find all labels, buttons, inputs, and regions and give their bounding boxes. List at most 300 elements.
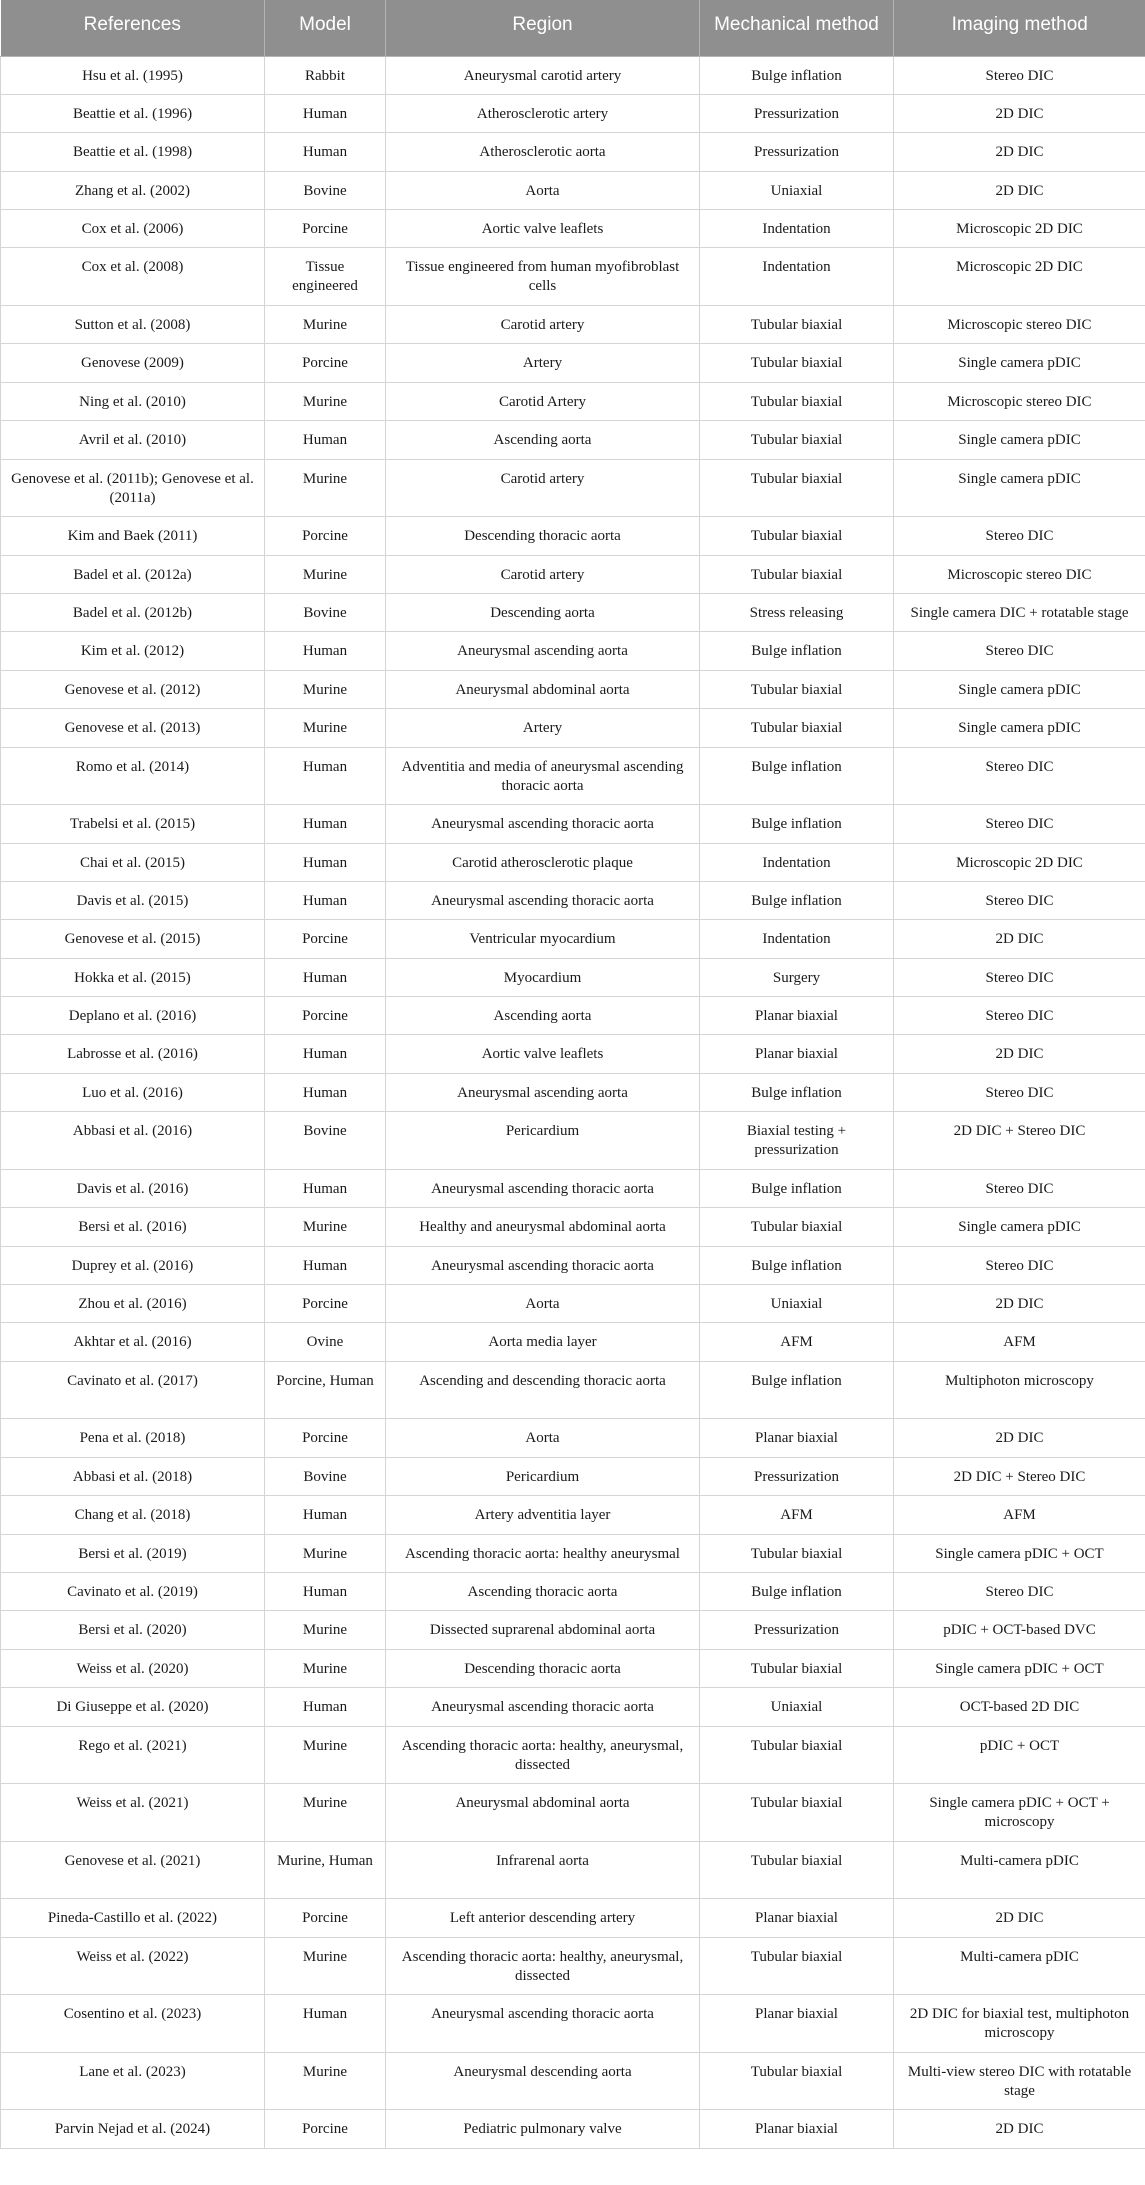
cell-mechanical-method: Tubular biaxial: [700, 709, 894, 747]
cell-mechanical-method: Tubular biaxial: [700, 1937, 894, 1995]
cell-references: Avril et al. (2010): [1, 421, 265, 459]
cell-region: Carotid artery: [386, 306, 700, 344]
cell-model: Porcine: [265, 1419, 386, 1457]
cell-mechanical-method: Tubular biaxial: [700, 670, 894, 708]
column-header-model: Model: [265, 0, 386, 56]
cell-model: Murine: [265, 2052, 386, 2110]
cell-mechanical-method: Tubular biaxial: [700, 1726, 894, 1784]
table-row: [1, 1419, 1145, 1457]
cell-region: Artery: [386, 709, 700, 747]
cell-model: Murine: [265, 709, 386, 747]
cell-references: Beattie et al. (1996): [1, 94, 265, 132]
cell-model: Murine: [265, 1937, 386, 1995]
cell-mechanical-method: Uniaxial: [700, 1285, 894, 1323]
table-row: [1, 1246, 1145, 1284]
cell-mechanical-method: Planar biaxial: [700, 1419, 894, 1457]
cell-imaging-method: Multi-camera pDIC: [894, 1841, 1145, 1899]
cell-mechanical-method: Tubular biaxial: [700, 1784, 894, 1842]
table-row: [1, 306, 1145, 344]
cell-references: Beattie et al. (1998): [1, 133, 265, 171]
cell-mechanical-method: Tubular biaxial: [700, 459, 894, 517]
cell-model: Human: [265, 1995, 386, 2053]
cell-model: Bovine: [265, 171, 386, 209]
table-body: [1, 56, 1145, 2148]
cell-region: Aneurysmal ascending aorta: [386, 632, 700, 670]
cell-imaging-method: AFM: [894, 1323, 1145, 1361]
cell-imaging-method: Stereo DIC: [894, 56, 1145, 94]
cell-mechanical-method: Bulge inflation: [700, 1169, 894, 1207]
cell-imaging-method: 2D DIC: [894, 920, 1145, 958]
table-row: [1, 133, 1145, 171]
cell-region: Aneurysmal ascending thoracic aorta: [386, 805, 700, 843]
cell-imaging-method: Single camera pDIC: [894, 344, 1145, 382]
table-row: [1, 1688, 1145, 1726]
cell-imaging-method: Stereo DIC: [894, 1073, 1145, 1111]
cell-region: Infrarenal aorta: [386, 1841, 700, 1899]
cell-model: Human: [265, 958, 386, 996]
cell-region: Healthy and aneurysmal abdominal aorta: [386, 1208, 700, 1246]
cell-references: Abbasi et al. (2016): [1, 1112, 265, 1170]
cell-mechanical-method: Tubular biaxial: [700, 382, 894, 420]
cell-model: Ovine: [265, 1323, 386, 1361]
cell-references: Di Giuseppe et al. (2020): [1, 1688, 265, 1726]
table-row: [1, 805, 1145, 843]
cell-imaging-method: Single camera pDIC + OCT: [894, 1649, 1145, 1687]
cell-imaging-method: Single camera pDIC + OCT + microscopy: [894, 1784, 1145, 1842]
cell-references: Sutton et al. (2008): [1, 306, 265, 344]
column-header-imaging-method: Imaging method: [894, 0, 1145, 56]
cell-mechanical-method: Tubular biaxial: [700, 306, 894, 344]
cell-region: Aorta: [386, 1285, 700, 1323]
table-row: [1, 1208, 1145, 1246]
cell-model: Human: [265, 747, 386, 805]
table-row: [1, 843, 1145, 881]
table-row: [1, 1784, 1145, 1842]
table-row: [1, 747, 1145, 805]
cell-model: Human: [265, 421, 386, 459]
cell-references: Bersi et al. (2019): [1, 1534, 265, 1572]
cell-region: Adventitia and media of aneurysmal ascending thoracic aorta: [386, 747, 700, 805]
table-row: [1, 593, 1145, 631]
cell-references: Trabelsi et al. (2015): [1, 805, 265, 843]
cell-imaging-method: Microscopic stereo DIC: [894, 306, 1145, 344]
cell-mechanical-method: AFM: [700, 1496, 894, 1534]
cell-region: Ascending aorta: [386, 997, 700, 1035]
table-row: [1, 344, 1145, 382]
cell-model: Human: [265, 805, 386, 843]
cell-model: Human: [265, 1246, 386, 1284]
cell-references: Cavinato et al. (2019): [1, 1572, 265, 1610]
table-row: [1, 1035, 1145, 1073]
header-row: [1, 0, 1145, 56]
cell-references: Rego et al. (2021): [1, 1726, 265, 1784]
table-row: [1, 421, 1145, 459]
table-row: [1, 1457, 1145, 1495]
cell-mechanical-method: Indentation: [700, 210, 894, 248]
cell-imaging-method: Single camera DIC + rotatable stage: [894, 593, 1145, 631]
cell-region: Aorta: [386, 171, 700, 209]
cell-model: Human: [265, 1688, 386, 1726]
table-row: [1, 1649, 1145, 1687]
cell-imaging-method: 2D DIC: [894, 1035, 1145, 1073]
cell-region: Ascending thoracic aorta: healthy, aneurysmal, dissected: [386, 1726, 700, 1784]
cell-imaging-method: Stereo DIC: [894, 1246, 1145, 1284]
cell-model: Human: [265, 843, 386, 881]
cell-model: Human: [265, 1496, 386, 1534]
table-row: [1, 1285, 1145, 1323]
table-row: [1, 382, 1145, 420]
cell-references: Deplano et al. (2016): [1, 997, 265, 1035]
cell-region: Ascending thoracic aorta: healthy, aneurysmal, dissected: [386, 1937, 700, 1995]
cell-model: Murine: [265, 1534, 386, 1572]
cell-references: Hokka et al. (2015): [1, 958, 265, 996]
cell-region: Aortic valve leaflets: [386, 1035, 700, 1073]
table-row: [1, 1361, 1145, 1419]
cell-references: Weiss et al. (2021): [1, 1784, 265, 1842]
cell-references: Kim and Baek (2011): [1, 517, 265, 555]
table-row: [1, 94, 1145, 132]
cell-imaging-method: 2D DIC for biaxial test, multiphoton microscopy: [894, 1995, 1145, 2053]
cell-imaging-method: Stereo DIC: [894, 517, 1145, 555]
cell-references: Luo et al. (2016): [1, 1073, 265, 1111]
cell-mechanical-method: Tubular biaxial: [700, 2052, 894, 2110]
cell-imaging-method: 2D DIC: [894, 171, 1145, 209]
cell-mechanical-method: Tubular biaxial: [700, 1208, 894, 1246]
cell-region: Artery: [386, 344, 700, 382]
cell-imaging-method: Stereo DIC: [894, 881, 1145, 919]
table-row: [1, 555, 1145, 593]
cell-region: Aneurysmal ascending thoracic aorta: [386, 881, 700, 919]
cell-region: Left anterior descending artery: [386, 1899, 700, 1937]
cell-model: Human: [265, 94, 386, 132]
cell-imaging-method: Multi-view stereo DIC with rotatable stage: [894, 2052, 1145, 2110]
cell-imaging-method: 2D DIC + Stereo DIC: [894, 1457, 1145, 1495]
cell-region: Aorta: [386, 1419, 700, 1457]
cell-mechanical-method: Bulge inflation: [700, 1246, 894, 1284]
cell-mechanical-method: Bulge inflation: [700, 1073, 894, 1111]
column-header-mechanical-method: Mechanical method: [700, 0, 894, 56]
cell-mechanical-method: Tubular biaxial: [700, 421, 894, 459]
cell-mechanical-method: Pressurization: [700, 1611, 894, 1649]
cell-model: Murine: [265, 382, 386, 420]
table-row: [1, 1995, 1145, 2053]
cell-references: Cavinato et al. (2017): [1, 1361, 265, 1419]
cell-model: Porcine: [265, 210, 386, 248]
cell-imaging-method: Microscopic stereo DIC: [894, 555, 1145, 593]
cell-model: Bovine: [265, 593, 386, 631]
cell-references: Chai et al. (2015): [1, 843, 265, 881]
cell-references: Cosentino et al. (2023): [1, 1995, 265, 2053]
table-row: [1, 709, 1145, 747]
cell-region: Artery adventitia layer: [386, 1496, 700, 1534]
cell-model: Human: [265, 133, 386, 171]
cell-imaging-method: pDIC + OCT-based DVC: [894, 1611, 1145, 1649]
cell-mechanical-method: Tubular biaxial: [700, 1534, 894, 1572]
cell-region: Carotid Artery: [386, 382, 700, 420]
cell-region: Aortic valve leaflets: [386, 210, 700, 248]
cell-imaging-method: Multi-camera pDIC: [894, 1937, 1145, 1995]
cell-region: Aneurysmal carotid artery: [386, 56, 700, 94]
cell-model: Murine: [265, 670, 386, 708]
cell-model: Murine, Human: [265, 1841, 386, 1899]
table-row: [1, 670, 1145, 708]
cell-references: Pineda-Castillo et al. (2022): [1, 1899, 265, 1937]
table-row: [1, 1534, 1145, 1572]
cell-references: Hsu et al. (1995): [1, 56, 265, 94]
cell-mechanical-method: Pressurization: [700, 94, 894, 132]
cell-mechanical-method: Bulge inflation: [700, 881, 894, 919]
cell-model: Bovine: [265, 1457, 386, 1495]
cell-imaging-method: Microscopic stereo DIC: [894, 382, 1145, 420]
cell-imaging-method: OCT-based 2D DIC: [894, 1688, 1145, 1726]
cell-references: Kim et al. (2012): [1, 632, 265, 670]
cell-references: Genovese (2009): [1, 344, 265, 382]
cell-model: Human: [265, 1169, 386, 1207]
cell-mechanical-method: Surgery: [700, 958, 894, 996]
cell-model: Murine: [265, 1208, 386, 1246]
table-row: [1, 1899, 1145, 1937]
cell-imaging-method: Stereo DIC: [894, 958, 1145, 996]
cell-mechanical-method: Planar biaxial: [700, 1035, 894, 1073]
cell-model: Porcine: [265, 997, 386, 1035]
cell-mechanical-method: Bulge inflation: [700, 1361, 894, 1419]
cell-imaging-method: Single camera pDIC: [894, 670, 1145, 708]
cell-imaging-method: Stereo DIC: [894, 1169, 1145, 1207]
cell-references: Weiss et al. (2020): [1, 1649, 265, 1687]
table-row: [1, 2110, 1145, 2148]
table-row: [1, 210, 1145, 248]
cell-region: Aneurysmal ascending thoracic aorta: [386, 1246, 700, 1284]
table-row: [1, 56, 1145, 94]
cell-region: Aneurysmal abdominal aorta: [386, 670, 700, 708]
cell-imaging-method: Microscopic 2D DIC: [894, 248, 1145, 306]
table-row: [1, 997, 1145, 1035]
cell-model: Porcine: [265, 2110, 386, 2148]
cell-model: Murine: [265, 555, 386, 593]
table-row: [1, 1112, 1145, 1170]
cell-references: Ning et al. (2010): [1, 382, 265, 420]
table-row: [1, 920, 1145, 958]
table-row: [1, 881, 1145, 919]
cell-imaging-method: 2D DIC: [894, 133, 1145, 171]
cell-region: Ascending thoracic aorta: [386, 1572, 700, 1610]
cell-references: Genovese et al. (2011b); Genovese et al. (2011a): [1, 459, 265, 517]
table-row: [1, 459, 1145, 517]
cell-mechanical-method: Bulge inflation: [700, 805, 894, 843]
cell-references: Bersi et al. (2020): [1, 1611, 265, 1649]
cell-region: Carotid artery: [386, 459, 700, 517]
cell-region: Dissected suprarenal abdominal aorta: [386, 1611, 700, 1649]
cell-model: Porcine: [265, 344, 386, 382]
cell-imaging-method: Single camera pDIC + OCT: [894, 1534, 1145, 1572]
cell-imaging-method: 2D DIC: [894, 2110, 1145, 2148]
cell-model: Murine: [265, 1784, 386, 1842]
cell-model: Porcine: [265, 1899, 386, 1937]
cell-imaging-method: AFM: [894, 1496, 1145, 1534]
cell-references: Zhou et al. (2016): [1, 1285, 265, 1323]
cell-region: Atherosclerotic aorta: [386, 133, 700, 171]
cell-model: Porcine: [265, 517, 386, 555]
cell-references: Davis et al. (2015): [1, 881, 265, 919]
cell-imaging-method: Stereo DIC: [894, 1572, 1145, 1610]
cell-references: Parvin Nejad et al. (2024): [1, 2110, 265, 2148]
cell-region: Pericardium: [386, 1112, 700, 1170]
cell-mechanical-method: AFM: [700, 1323, 894, 1361]
cell-imaging-method: 2D DIC: [894, 94, 1145, 132]
cell-region: Tissue engineered from human myofibroblast cells: [386, 248, 700, 306]
cell-references: Akhtar et al. (2016): [1, 1323, 265, 1361]
cell-imaging-method: Single camera pDIC: [894, 459, 1145, 517]
cell-region: Atherosclerotic artery: [386, 94, 700, 132]
cell-references: Genovese et al. (2012): [1, 670, 265, 708]
cell-imaging-method: Stereo DIC: [894, 997, 1145, 1035]
cell-region: Aneurysmal ascending thoracic aorta: [386, 1995, 700, 2053]
table-row: [1, 1073, 1145, 1111]
cell-imaging-method: Microscopic 2D DIC: [894, 843, 1145, 881]
cell-mechanical-method: Planar biaxial: [700, 997, 894, 1035]
cell-mechanical-method: Planar biaxial: [700, 2110, 894, 2148]
cell-mechanical-method: Tubular biaxial: [700, 517, 894, 555]
cell-references: Bersi et al. (2016): [1, 1208, 265, 1246]
cell-imaging-method: 2D DIC: [894, 1419, 1145, 1457]
table-row: [1, 1572, 1145, 1610]
table-header: [1, 0, 1145, 56]
cell-imaging-method: Microscopic 2D DIC: [894, 210, 1145, 248]
cell-region: Aorta media layer: [386, 1323, 700, 1361]
cell-mechanical-method: Planar biaxial: [700, 1995, 894, 2053]
cell-mechanical-method: Pressurization: [700, 1457, 894, 1495]
table-row: [1, 1611, 1145, 1649]
table-row: [1, 958, 1145, 996]
table-row: [1, 1169, 1145, 1207]
cell-mechanical-method: Stress releasing: [700, 593, 894, 631]
table-row: [1, 1496, 1145, 1534]
cell-references: Cox et al. (2008): [1, 248, 265, 306]
cell-references: Badel et al. (2012a): [1, 555, 265, 593]
cell-mechanical-method: Tubular biaxial: [700, 555, 894, 593]
cell-model: Human: [265, 1035, 386, 1073]
cell-references: Badel et al. (2012b): [1, 593, 265, 631]
cell-mechanical-method: Tubular biaxial: [700, 344, 894, 382]
cell-region: Carotid atherosclerotic plaque: [386, 843, 700, 881]
cell-references: Weiss et al. (2022): [1, 1937, 265, 1995]
column-header-region: Region: [386, 0, 700, 56]
cell-mechanical-method: Biaxial testing + pressurization: [700, 1112, 894, 1170]
cell-imaging-method: 2D DIC: [894, 1899, 1145, 1937]
cell-references: Cox et al. (2006): [1, 210, 265, 248]
cell-region: Aneurysmal abdominal aorta: [386, 1784, 700, 1842]
table-row: [1, 2052, 1145, 2110]
cell-region: Ventricular myocardium: [386, 920, 700, 958]
cell-references: Genovese et al. (2013): [1, 709, 265, 747]
cell-imaging-method: Stereo DIC: [894, 632, 1145, 670]
cell-references: Lane et al. (2023): [1, 2052, 265, 2110]
cell-model: Tissue engineered: [265, 248, 386, 306]
cell-region: Carotid artery: [386, 555, 700, 593]
cell-region: Aneurysmal ascending thoracic aorta: [386, 1688, 700, 1726]
cell-model: Porcine: [265, 1285, 386, 1323]
cell-references: Pena et al. (2018): [1, 1419, 265, 1457]
cell-region: Pericardium: [386, 1457, 700, 1495]
cell-region: Ascending aorta: [386, 421, 700, 459]
cell-references: Labrosse et al. (2016): [1, 1035, 265, 1073]
cell-model: Porcine, Human: [265, 1361, 386, 1419]
cell-model: Murine: [265, 1726, 386, 1784]
table-row: [1, 1323, 1145, 1361]
cell-imaging-method: Single camera pDIC: [894, 1208, 1145, 1246]
cell-imaging-method: Stereo DIC: [894, 747, 1145, 805]
cell-imaging-method: pDIC + OCT: [894, 1726, 1145, 1784]
cell-region: Myocardium: [386, 958, 700, 996]
cell-mechanical-method: Indentation: [700, 248, 894, 306]
cell-imaging-method: Single camera pDIC: [894, 421, 1145, 459]
table-row: [1, 517, 1145, 555]
cell-mechanical-method: Bulge inflation: [700, 56, 894, 94]
cell-mechanical-method: Indentation: [700, 920, 894, 958]
cell-model: Bovine: [265, 1112, 386, 1170]
cell-region: Descending thoracic aorta: [386, 517, 700, 555]
cell-region: Ascending and descending thoracic aorta: [386, 1361, 700, 1419]
cell-imaging-method: 2D DIC: [894, 1285, 1145, 1323]
cell-imaging-method: Stereo DIC: [894, 805, 1145, 843]
cell-mechanical-method: Planar biaxial: [700, 1899, 894, 1937]
cell-mechanical-method: Tubular biaxial: [700, 1841, 894, 1899]
cell-model: Human: [265, 1572, 386, 1610]
cell-model: Human: [265, 632, 386, 670]
cell-region: Aneurysmal descending aorta: [386, 2052, 700, 2110]
table-row: [1, 1841, 1145, 1899]
cell-region: Aneurysmal ascending thoracic aorta: [386, 1169, 700, 1207]
table-row: [1, 171, 1145, 209]
cell-model: Human: [265, 881, 386, 919]
cell-mechanical-method: Uniaxial: [700, 171, 894, 209]
cell-model: Rabbit: [265, 56, 386, 94]
cell-references: Genovese et al. (2015): [1, 920, 265, 958]
cell-references: Duprey et al. (2016): [1, 1246, 265, 1284]
cell-references: Genovese et al. (2021): [1, 1841, 265, 1899]
cell-mechanical-method: Uniaxial: [700, 1688, 894, 1726]
cell-imaging-method: 2D DIC + Stereo DIC: [894, 1112, 1145, 1170]
cell-model: Murine: [265, 459, 386, 517]
cell-mechanical-method: Indentation: [700, 843, 894, 881]
cell-model: Human: [265, 1073, 386, 1111]
cell-region: Descending aorta: [386, 593, 700, 631]
cell-references: Romo et al. (2014): [1, 747, 265, 805]
cell-references: Chang et al. (2018): [1, 1496, 265, 1534]
cell-references: Abbasi et al. (2018): [1, 1457, 265, 1495]
cell-region: Pediatric pulmonary valve: [386, 2110, 700, 2148]
table-row: [1, 1937, 1145, 1995]
cell-mechanical-method: Bulge inflation: [700, 632, 894, 670]
table-row: [1, 248, 1145, 306]
cell-region: Descending thoracic aorta: [386, 1649, 700, 1687]
table-row: [1, 632, 1145, 670]
cell-model: Murine: [265, 1649, 386, 1687]
table-row: [1, 1726, 1145, 1784]
cell-references: Davis et al. (2016): [1, 1169, 265, 1207]
cell-mechanical-method: Pressurization: [700, 133, 894, 171]
cell-region: Ascending thoracic aorta: healthy aneurysmal: [386, 1534, 700, 1572]
cell-region: Aneurysmal ascending aorta: [386, 1073, 700, 1111]
cell-model: Porcine: [265, 920, 386, 958]
column-header-references: References: [1, 0, 265, 56]
cell-mechanical-method: Tubular biaxial: [700, 1649, 894, 1687]
cell-model: Murine: [265, 1611, 386, 1649]
cell-imaging-method: Single camera pDIC: [894, 709, 1145, 747]
cell-mechanical-method: Bulge inflation: [700, 1572, 894, 1610]
cell-model: Murine: [265, 306, 386, 344]
cell-references: Zhang et al. (2002): [1, 171, 265, 209]
